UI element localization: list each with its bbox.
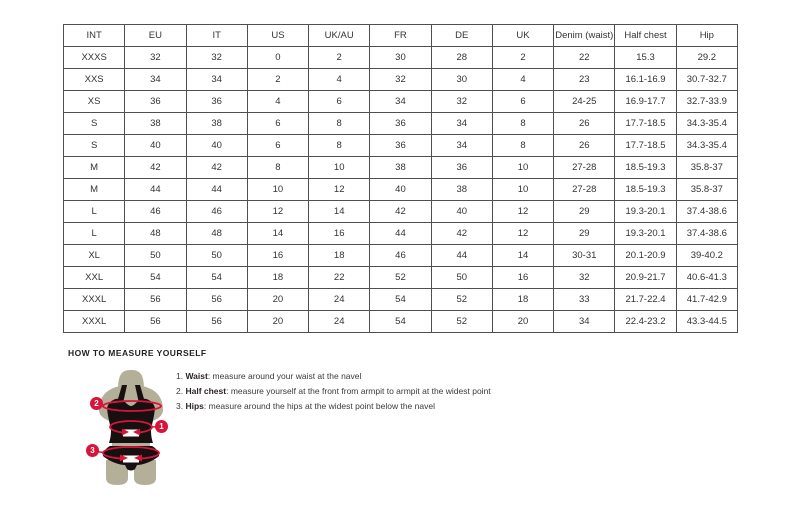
figure-badge-half-chest: 2: [90, 397, 103, 410]
table-cell: 18.5-19.3: [615, 179, 676, 201]
table-cell: 35.8-37: [676, 179, 737, 201]
table-cell: 38: [370, 157, 431, 179]
table-cell: 30.7-32.7: [676, 69, 737, 91]
table-cell: 50: [125, 245, 186, 267]
table-cell: 30: [370, 47, 431, 69]
table-cell: 22.4-23.2: [615, 311, 676, 333]
column-header-uk: UK: [492, 25, 553, 47]
table-cell: 36: [370, 135, 431, 157]
table-cell: 0: [247, 47, 308, 69]
table-cell: 15.3: [615, 47, 676, 69]
column-header-it: IT: [186, 25, 247, 47]
table-cell: 44: [370, 223, 431, 245]
measure-steps: [176, 369, 491, 414]
table-cell: 24: [309, 311, 370, 333]
measure-section-title: HOW TO MEASURE YOURSELF: [68, 348, 207, 358]
column-header-fr: FR: [370, 25, 431, 47]
table-cell: 18: [309, 245, 370, 267]
table-cell: 19.3-20.1: [615, 223, 676, 245]
table-cell: 32: [186, 47, 247, 69]
table-cell: 14: [247, 223, 308, 245]
column-header-int: INT: [64, 25, 125, 47]
table-cell: 34: [431, 113, 492, 135]
table-cell: 41.7-42.9: [676, 289, 737, 311]
table-cell: 10: [247, 179, 308, 201]
table-cell: XL: [64, 245, 125, 267]
table-cell: 20: [247, 289, 308, 311]
table-cell: 43.3-44.5: [676, 311, 737, 333]
table-cell: 50: [431, 267, 492, 289]
table-cell: M: [64, 157, 125, 179]
table-cell: 2: [309, 47, 370, 69]
table-cell: 52: [431, 289, 492, 311]
table-cell: 20.1-20.9: [615, 245, 676, 267]
table-cell: 8: [247, 157, 308, 179]
table-row: [64, 201, 738, 223]
table-cell: 35.8-37: [676, 157, 737, 179]
table-cell: 56: [186, 311, 247, 333]
table-cell: 27-28: [554, 179, 615, 201]
table-cell: 44: [186, 179, 247, 201]
step-label: Waist: [185, 371, 208, 381]
table-cell: M: [64, 179, 125, 201]
table-cell: 19.3-20.1: [615, 201, 676, 223]
table-cell: 23: [554, 69, 615, 91]
table-cell: 46: [186, 201, 247, 223]
table-cell: 40: [370, 179, 431, 201]
table-cell: XXXS: [64, 47, 125, 69]
table-cell: 2: [492, 47, 553, 69]
table-cell: 26: [554, 135, 615, 157]
table-cell: 12: [492, 223, 553, 245]
size-table-body: [64, 47, 738, 333]
column-header-us: US: [247, 25, 308, 47]
table-cell: L: [64, 201, 125, 223]
table-cell: 30-31: [554, 245, 615, 267]
table-cell: 24: [309, 289, 370, 311]
table-cell: 12: [492, 201, 553, 223]
table-cell: 18: [492, 289, 553, 311]
table-cell: 34: [431, 135, 492, 157]
table-cell: 8: [492, 113, 553, 135]
step-number: 3.: [176, 401, 184, 411]
table-cell: 46: [370, 245, 431, 267]
table-cell: 24-25: [554, 91, 615, 113]
table-cell: 48: [125, 223, 186, 245]
table-cell: 54: [370, 311, 431, 333]
table-cell: 6: [492, 91, 553, 113]
table-cell: 8: [492, 135, 553, 157]
table-row: [64, 267, 738, 289]
table-cell: 29.2: [676, 47, 737, 69]
table-cell: 38: [186, 113, 247, 135]
table-row: [64, 113, 738, 135]
table-cell: 36: [186, 91, 247, 113]
table-cell: 44: [125, 179, 186, 201]
table-cell: 29: [554, 201, 615, 223]
table-cell: 34: [370, 91, 431, 113]
table-cell: 16: [492, 267, 553, 289]
step-text: : measure around the hips at the widest point below the navel: [203, 401, 435, 411]
table-cell: 30: [431, 69, 492, 91]
step-label: Hips: [185, 401, 204, 411]
size-table-head: [64, 25, 738, 47]
table-cell: 46: [125, 201, 186, 223]
column-header-denim-waist-: Denim (waist): [554, 25, 615, 47]
table-cell: 20.9-21.7: [615, 267, 676, 289]
table-cell: 12: [309, 179, 370, 201]
table-cell: 36: [431, 157, 492, 179]
table-cell: S: [64, 135, 125, 157]
table-cell: 42: [125, 157, 186, 179]
table-cell: 32: [125, 47, 186, 69]
step-label: Half chest: [185, 386, 227, 396]
table-cell: 14: [492, 245, 553, 267]
column-header-hip: Hip: [676, 25, 737, 47]
column-header-half-chest: Half chest: [615, 25, 676, 47]
table-cell: 40: [186, 135, 247, 157]
table-cell: 26: [554, 113, 615, 135]
table-cell: 22: [309, 267, 370, 289]
table-cell: 42: [431, 223, 492, 245]
table-cell: 52: [370, 267, 431, 289]
table-cell: 56: [125, 311, 186, 333]
table-row: [64, 69, 738, 91]
step-number: 2.: [176, 386, 184, 396]
column-header-uk-au: UK/AU: [309, 25, 370, 47]
step-text: : measure yourself at the front from armpit to armpit at the widest point: [226, 386, 491, 396]
figure-badge-hips: 3: [86, 444, 99, 457]
table-cell: 36: [125, 91, 186, 113]
figure-badge-waist: 1: [155, 420, 168, 433]
table-cell: 34: [186, 69, 247, 91]
table-row: [64, 311, 738, 333]
table-cell: 4: [247, 91, 308, 113]
table-cell: 20: [247, 311, 308, 333]
table-cell: 29: [554, 223, 615, 245]
table-cell: 32: [370, 69, 431, 91]
measure-step-hips: [176, 399, 491, 414]
column-header-de: DE: [431, 25, 492, 47]
table-cell: 32: [431, 91, 492, 113]
table-cell: 18.5-19.3: [615, 157, 676, 179]
measure-step-waist: [176, 369, 491, 384]
table-cell: S: [64, 113, 125, 135]
table-cell: 36: [370, 113, 431, 135]
table-cell: 16: [309, 223, 370, 245]
table-cell: XXXL: [64, 311, 125, 333]
table-cell: 8: [309, 113, 370, 135]
table-cell: 56: [125, 289, 186, 311]
table-cell: 6: [247, 113, 308, 135]
size-chart-table: [63, 24, 738, 333]
table-cell: 54: [370, 289, 431, 311]
table-cell: 12: [247, 201, 308, 223]
table-cell: 40.6-41.3: [676, 267, 737, 289]
table-cell: 48: [186, 223, 247, 245]
table-cell: 16.1-16.9: [615, 69, 676, 91]
table-cell: XXS: [64, 69, 125, 91]
table-cell: 27-28: [554, 157, 615, 179]
table-cell: 39-40.2: [676, 245, 737, 267]
table-cell: 20: [492, 311, 553, 333]
table-row: [64, 245, 738, 267]
table-cell: 42: [186, 157, 247, 179]
table-cell: XXL: [64, 267, 125, 289]
table-cell: 34: [554, 311, 615, 333]
table-cell: 10: [492, 179, 553, 201]
table-cell: 2: [247, 69, 308, 91]
table-cell: 6: [309, 91, 370, 113]
table-cell: 10: [309, 157, 370, 179]
table-cell: 42: [370, 201, 431, 223]
table-row: [64, 157, 738, 179]
table-row: [64, 135, 738, 157]
table-cell: 37.4-38.6: [676, 223, 737, 245]
table-cell: 28: [431, 47, 492, 69]
column-header-eu: EU: [125, 25, 186, 47]
measure-step-half-chest: [176, 384, 491, 399]
table-cell: XXXL: [64, 289, 125, 311]
table-row: [64, 179, 738, 201]
table-cell: 40: [431, 201, 492, 223]
table-row: [64, 289, 738, 311]
table-cell: 54: [186, 267, 247, 289]
table-row: [64, 47, 738, 69]
table-row: [64, 223, 738, 245]
table-cell: 4: [492, 69, 553, 91]
table-cell: 21.7-22.4: [615, 289, 676, 311]
table-cell: 44: [431, 245, 492, 267]
table-cell: 33: [554, 289, 615, 311]
table-row: [64, 91, 738, 113]
table-cell: 8: [309, 135, 370, 157]
table-cell: 52: [431, 311, 492, 333]
table-cell: 38: [431, 179, 492, 201]
step-number: 1.: [176, 371, 184, 381]
table-cell: 17.7-18.5: [615, 135, 676, 157]
table-cell: 22: [554, 47, 615, 69]
table-cell: 16.9-17.7: [615, 91, 676, 113]
table-cell: 34.3-35.4: [676, 135, 737, 157]
table-cell: 17.7-18.5: [615, 113, 676, 135]
table-cell: 37.4-38.6: [676, 201, 737, 223]
table-cell: 18: [247, 267, 308, 289]
table-cell: 50: [186, 245, 247, 267]
table-cell: 32.7-33.9: [676, 91, 737, 113]
table-cell: 32: [554, 267, 615, 289]
table-cell: 54: [125, 267, 186, 289]
table-cell: 34.3-35.4: [676, 113, 737, 135]
table-cell: 40: [125, 135, 186, 157]
table-cell: 38: [125, 113, 186, 135]
table-header-row: [64, 25, 738, 47]
table-cell: XS: [64, 91, 125, 113]
table-cell: 56: [186, 289, 247, 311]
table-cell: 4: [309, 69, 370, 91]
table-cell: 34: [125, 69, 186, 91]
table-cell: 14: [309, 201, 370, 223]
table-cell: 16: [247, 245, 308, 267]
table-cell: 10: [492, 157, 553, 179]
table-cell: L: [64, 223, 125, 245]
step-text: : measure around your waist at the navel: [207, 371, 362, 381]
table-cell: 6: [247, 135, 308, 157]
